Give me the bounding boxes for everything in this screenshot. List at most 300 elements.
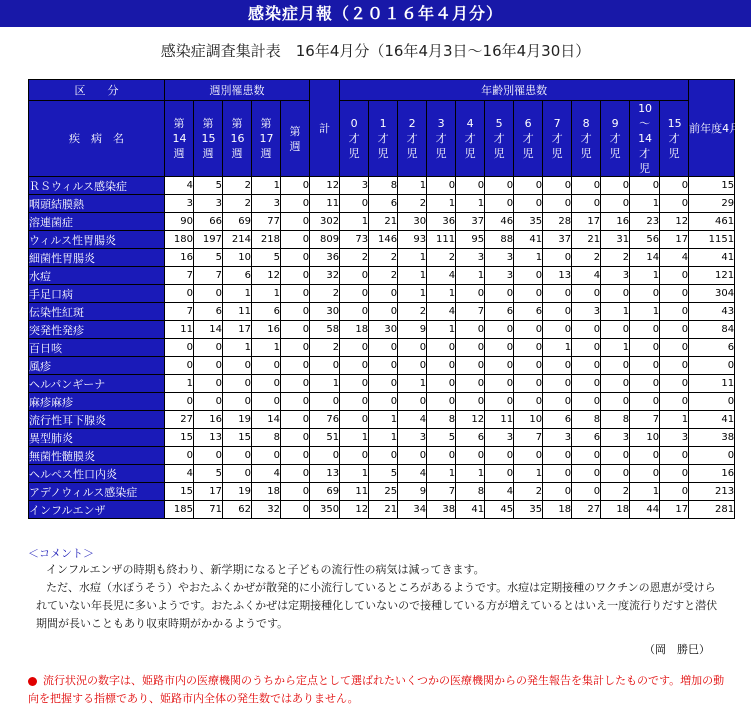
weekly-count-cell: 1 bbox=[252, 177, 281, 195]
weekly-count-cell: 0 bbox=[281, 249, 310, 267]
weekly-count-cell: 185 bbox=[165, 501, 194, 519]
header-age-group: 0才児 bbox=[340, 101, 369, 177]
weekly-count-cell: 14 bbox=[194, 321, 223, 339]
age-count-cell: 0 bbox=[572, 465, 601, 483]
weekly-count-cell: 0 bbox=[281, 465, 310, 483]
age-count-cell: 0 bbox=[369, 375, 398, 393]
age-count-cell: 12 bbox=[456, 411, 485, 429]
age-count-cell: 11 bbox=[340, 483, 369, 501]
age-count-cell: 3 bbox=[485, 267, 514, 285]
age-count-cell: 0 bbox=[427, 393, 456, 411]
age-count-cell: 25 bbox=[369, 483, 398, 501]
weekly-count-cell: 62 bbox=[223, 501, 252, 519]
report-subtitle: 感染症調査集計表 16年4月分（16年4月3日～16年4月30日） bbox=[160, 42, 591, 60]
weekly-count-cell: 0 bbox=[165, 339, 194, 357]
age-count-cell: 17 bbox=[660, 231, 689, 249]
age-count-cell: 4 bbox=[572, 267, 601, 285]
age-count-cell: 5 bbox=[427, 429, 456, 447]
weekly-count-cell: 0 bbox=[281, 285, 310, 303]
age-count-cell: 2 bbox=[601, 483, 630, 501]
age-count-cell: 8 bbox=[369, 177, 398, 195]
age-count-cell: 0 bbox=[340, 411, 369, 429]
age-count-cell: 0 bbox=[630, 357, 660, 375]
age-count-cell: 0 bbox=[630, 393, 660, 411]
age-count-cell: 35 bbox=[514, 501, 543, 519]
weekly-count-cell: 0 bbox=[165, 357, 194, 375]
age-count-cell: 1 bbox=[630, 303, 660, 321]
disease-name: ＲＳウィルス感染症 bbox=[29, 177, 165, 195]
age-count-cell: 0 bbox=[485, 465, 514, 483]
weekly-count-cell: 2 bbox=[223, 177, 252, 195]
age-count-cell: 0 bbox=[427, 339, 456, 357]
weekly-count-cell: 17 bbox=[223, 321, 252, 339]
prev-year-cell: 281 bbox=[689, 501, 735, 519]
age-count-cell: 3 bbox=[485, 249, 514, 267]
total-cell: 0 bbox=[310, 393, 340, 411]
age-count-cell: 1 bbox=[340, 465, 369, 483]
report-banner: 感染症月報（２０１６年４月分） bbox=[0, 0, 751, 27]
prev-year-cell: 41 bbox=[689, 249, 735, 267]
age-count-cell: 0 bbox=[514, 357, 543, 375]
age-count-cell: 0 bbox=[630, 339, 660, 357]
disease-name: 細菌性胃腸炎 bbox=[29, 249, 165, 267]
age-count-cell: 3 bbox=[340, 177, 369, 195]
disease-name: 水痘 bbox=[29, 267, 165, 285]
age-count-cell: 10 bbox=[630, 429, 660, 447]
age-count-cell: 1 bbox=[456, 195, 485, 213]
weekly-count-cell: 0 bbox=[223, 447, 252, 465]
age-count-cell: 0 bbox=[601, 195, 630, 213]
table-row bbox=[29, 303, 735, 321]
table-row bbox=[29, 249, 735, 267]
age-count-cell: 13 bbox=[543, 267, 572, 285]
age-count-cell: 0 bbox=[630, 375, 660, 393]
age-count-cell: 0 bbox=[514, 267, 543, 285]
header-age-group: 4才児 bbox=[456, 101, 485, 177]
age-count-cell: 1 bbox=[514, 465, 543, 483]
weekly-count-cell: 0 bbox=[194, 393, 223, 411]
header-week: 第14週 bbox=[165, 101, 194, 177]
age-count-cell: 0 bbox=[601, 285, 630, 303]
weekly-count-cell: 1 bbox=[252, 339, 281, 357]
age-count-cell: 0 bbox=[660, 483, 689, 501]
total-cell: 13 bbox=[310, 465, 340, 483]
age-count-cell: 3 bbox=[398, 429, 427, 447]
age-count-cell: 0 bbox=[630, 447, 660, 465]
age-count-cell: 0 bbox=[572, 447, 601, 465]
age-count-cell: 23 bbox=[630, 213, 660, 231]
total-cell: 76 bbox=[310, 411, 340, 429]
header-age-group: 1才児 bbox=[369, 101, 398, 177]
age-count-cell: 1 bbox=[456, 465, 485, 483]
disease-name: ヘルパンギーナ bbox=[29, 375, 165, 393]
header-age-group: 10～14才児 bbox=[630, 101, 660, 177]
age-count-cell: 0 bbox=[660, 285, 689, 303]
age-count-cell: 0 bbox=[456, 357, 485, 375]
age-count-cell: 41 bbox=[514, 231, 543, 249]
table-row bbox=[29, 411, 735, 429]
total-cell: 58 bbox=[310, 321, 340, 339]
weekly-count-cell: 0 bbox=[281, 213, 310, 231]
weekly-count-cell: 32 bbox=[252, 501, 281, 519]
age-count-cell: 8 bbox=[572, 411, 601, 429]
weekly-count-cell: 0 bbox=[281, 447, 310, 465]
age-count-cell: 0 bbox=[485, 177, 514, 195]
table-row bbox=[29, 195, 735, 213]
age-count-cell: 0 bbox=[543, 465, 572, 483]
age-count-cell: 12 bbox=[340, 501, 369, 519]
age-count-cell: 0 bbox=[543, 177, 572, 195]
weekly-count-cell: 1 bbox=[165, 375, 194, 393]
comment-heading: ＜コメント＞ bbox=[28, 547, 94, 560]
age-count-cell: 0 bbox=[660, 195, 689, 213]
age-count-cell: 0 bbox=[369, 339, 398, 357]
age-count-cell: 7 bbox=[630, 411, 660, 429]
weekly-count-cell: 0 bbox=[281, 231, 310, 249]
total-cell: 69 bbox=[310, 483, 340, 501]
age-count-cell: 3 bbox=[660, 429, 689, 447]
age-count-cell: 73 bbox=[340, 231, 369, 249]
age-count-cell: 0 bbox=[630, 465, 660, 483]
disease-name: アデノウィルス感染症 bbox=[29, 483, 165, 501]
weekly-count-cell: 2 bbox=[223, 195, 252, 213]
weekly-count-cell: 18 bbox=[252, 483, 281, 501]
age-count-cell: 3 bbox=[601, 429, 630, 447]
age-count-cell: 11 bbox=[485, 411, 514, 429]
weekly-count-cell: 214 bbox=[223, 231, 252, 249]
age-count-cell: 0 bbox=[514, 195, 543, 213]
weekly-count-cell: 0 bbox=[281, 375, 310, 393]
age-count-cell: 0 bbox=[543, 357, 572, 375]
total-cell: 2 bbox=[310, 339, 340, 357]
disease-name: インフルエンザ bbox=[29, 501, 165, 519]
weekly-count-cell: 3 bbox=[194, 195, 223, 213]
age-count-cell: 0 bbox=[601, 177, 630, 195]
age-count-cell: 0 bbox=[543, 249, 572, 267]
total-cell: 11 bbox=[310, 195, 340, 213]
age-count-cell: 0 bbox=[427, 177, 456, 195]
age-count-cell: 0 bbox=[660, 357, 689, 375]
age-count-cell: 1 bbox=[601, 303, 630, 321]
weekly-count-cell: 0 bbox=[194, 339, 223, 357]
prev-year-cell: 29 bbox=[689, 195, 735, 213]
age-count-cell: 3 bbox=[456, 249, 485, 267]
weekly-count-cell: 6 bbox=[223, 267, 252, 285]
age-count-cell: 1 bbox=[398, 177, 427, 195]
weekly-count-cell: 11 bbox=[223, 303, 252, 321]
age-count-cell: 0 bbox=[543, 195, 572, 213]
age-count-cell: 1 bbox=[398, 375, 427, 393]
age-count-cell: 0 bbox=[660, 177, 689, 195]
weekly-count-cell: 11 bbox=[165, 321, 194, 339]
age-count-cell: 1 bbox=[514, 249, 543, 267]
weekly-count-cell: 3 bbox=[252, 195, 281, 213]
age-count-cell: 2 bbox=[398, 195, 427, 213]
weekly-count-cell: 0 bbox=[223, 357, 252, 375]
age-count-cell: 12 bbox=[660, 213, 689, 231]
age-count-cell: 0 bbox=[456, 339, 485, 357]
age-count-cell: 21 bbox=[369, 213, 398, 231]
weekly-count-cell: 16 bbox=[165, 249, 194, 267]
header-age-group: 7才児 bbox=[543, 101, 572, 177]
age-count-cell: 0 bbox=[369, 285, 398, 303]
weekly-count-cell: 0 bbox=[281, 483, 310, 501]
weekly-count-cell: 0 bbox=[252, 375, 281, 393]
footnote-text: 流行状況の数字は、姫路市内の医療機関のうちから定点として選ばれたいくつかの医療機関からの発生報告を集計したものです。増加の動向を把握する指標であり、姫路市内全体の発生数ではありません。 bbox=[28, 674, 725, 705]
comment-paragraph: ただ、水痘（水ぼうそう）やおたふくかぜが散発的に小流行しているところがあるようです。水痘は定期接種のワクチンの恩恵が受けられていない年長児に多いようです。おたふくかぜは定期接種化していないので接種している方が増えているとはいえ一度流行りだすと潜伏期間が長いこともあり収束時期がかかるようです。 bbox=[36, 581, 718, 630]
prev-year-cell: 1151 bbox=[689, 231, 735, 249]
weekly-count-cell: 4 bbox=[165, 177, 194, 195]
comment-body bbox=[36, 561, 726, 633]
prev-year-cell: 304 bbox=[689, 285, 735, 303]
disease-name: 伝染性紅斑 bbox=[29, 303, 165, 321]
disease-name: 流行性耳下腺炎 bbox=[29, 411, 165, 429]
age-count-cell: 0 bbox=[340, 339, 369, 357]
age-count-cell: 30 bbox=[398, 213, 427, 231]
weekly-count-cell: 10 bbox=[223, 249, 252, 267]
age-count-cell: 2 bbox=[369, 249, 398, 267]
age-count-cell: 0 bbox=[543, 303, 572, 321]
age-count-cell: 1 bbox=[601, 339, 630, 357]
disease-name: 百日咳 bbox=[29, 339, 165, 357]
footnote bbox=[28, 672, 728, 708]
header-week: 第16週 bbox=[223, 101, 252, 177]
age-count-cell: 37 bbox=[456, 213, 485, 231]
age-count-cell: 0 bbox=[514, 447, 543, 465]
bullet-icon bbox=[28, 677, 37, 686]
age-count-cell: 35 bbox=[514, 213, 543, 231]
weekly-count-cell: 0 bbox=[165, 393, 194, 411]
header-age-group: 15才児 bbox=[660, 101, 689, 177]
total-cell: 1 bbox=[310, 375, 340, 393]
table-row bbox=[29, 393, 735, 411]
header-age-group: 6才児 bbox=[514, 101, 543, 177]
weekly-count-cell: 0 bbox=[281, 195, 310, 213]
age-count-cell: 17 bbox=[572, 213, 601, 231]
total-cell: 2 bbox=[310, 285, 340, 303]
prev-year-cell: 0 bbox=[689, 393, 735, 411]
weekly-count-cell: 0 bbox=[223, 465, 252, 483]
weekly-count-cell: 0 bbox=[281, 501, 310, 519]
header-week: 第週 bbox=[281, 101, 310, 177]
age-count-cell: 6 bbox=[369, 195, 398, 213]
age-count-cell: 0 bbox=[456, 447, 485, 465]
header-age-group: 2才児 bbox=[398, 101, 427, 177]
prev-year-cell: 15 bbox=[689, 177, 735, 195]
age-count-cell: 18 bbox=[601, 501, 630, 519]
table-row bbox=[29, 285, 735, 303]
weekly-count-cell: 14 bbox=[252, 411, 281, 429]
age-count-cell: 2 bbox=[398, 303, 427, 321]
age-count-cell: 0 bbox=[660, 303, 689, 321]
age-count-cell: 0 bbox=[340, 375, 369, 393]
weekly-count-cell: 4 bbox=[252, 465, 281, 483]
age-count-cell: 0 bbox=[456, 393, 485, 411]
age-count-cell: 0 bbox=[369, 303, 398, 321]
age-count-cell: 4 bbox=[485, 483, 514, 501]
weekly-count-cell: 8 bbox=[252, 429, 281, 447]
weekly-count-cell: 6 bbox=[252, 303, 281, 321]
table-row bbox=[29, 177, 735, 195]
disease-name: ヘルペス性口内炎 bbox=[29, 465, 165, 483]
comment-author: （岡 勝巳） bbox=[644, 643, 710, 656]
age-count-cell: 0 bbox=[514, 375, 543, 393]
age-count-cell: 9 bbox=[398, 321, 427, 339]
age-count-cell: 31 bbox=[601, 231, 630, 249]
age-count-cell: 45 bbox=[485, 501, 514, 519]
weekly-count-cell: 0 bbox=[281, 267, 310, 285]
age-count-cell: 0 bbox=[398, 447, 427, 465]
age-count-cell: 21 bbox=[369, 501, 398, 519]
weekly-count-cell: 0 bbox=[281, 303, 310, 321]
weekly-count-cell: 5 bbox=[194, 177, 223, 195]
total-cell: 350 bbox=[310, 501, 340, 519]
age-count-cell: 146 bbox=[369, 231, 398, 249]
disease-name: ウィルス性胃腸炎 bbox=[29, 231, 165, 249]
prev-year-cell: 84 bbox=[689, 321, 735, 339]
age-count-cell: 0 bbox=[456, 375, 485, 393]
age-count-cell: 27 bbox=[572, 501, 601, 519]
age-count-cell: 0 bbox=[572, 177, 601, 195]
age-count-cell: 0 bbox=[630, 285, 660, 303]
weekly-count-cell: 5 bbox=[194, 465, 223, 483]
age-count-cell: 0 bbox=[543, 447, 572, 465]
weekly-count-cell: 12 bbox=[252, 267, 281, 285]
age-count-cell: 0 bbox=[601, 321, 630, 339]
age-count-cell: 4 bbox=[427, 267, 456, 285]
age-count-cell: 93 bbox=[398, 231, 427, 249]
age-count-cell: 18 bbox=[340, 321, 369, 339]
age-count-cell: 1 bbox=[427, 195, 456, 213]
weekly-count-cell: 16 bbox=[194, 411, 223, 429]
age-count-cell: 2 bbox=[427, 249, 456, 267]
weekly-count-cell: 7 bbox=[165, 303, 194, 321]
age-count-cell: 0 bbox=[572, 321, 601, 339]
weekly-count-cell: 4 bbox=[165, 465, 194, 483]
weekly-count-cell: 180 bbox=[165, 231, 194, 249]
disease-name: 風疹 bbox=[29, 357, 165, 375]
age-count-cell: 0 bbox=[660, 321, 689, 339]
header-age: 年齢別罹患数 bbox=[340, 80, 689, 101]
age-count-cell: 36 bbox=[427, 213, 456, 231]
age-count-cell: 0 bbox=[572, 195, 601, 213]
header-total: 計 bbox=[310, 80, 340, 177]
total-cell: 32 bbox=[310, 267, 340, 285]
age-count-cell: 0 bbox=[456, 285, 485, 303]
prev-year-cell: 16 bbox=[689, 465, 735, 483]
age-count-cell: 1 bbox=[340, 213, 369, 231]
age-count-cell: 0 bbox=[543, 483, 572, 501]
age-count-cell: 3 bbox=[601, 267, 630, 285]
disease-name: 無菌性髄膜炎 bbox=[29, 447, 165, 465]
age-count-cell: 34 bbox=[398, 501, 427, 519]
weekly-count-cell: 27 bbox=[165, 411, 194, 429]
weekly-count-cell: 15 bbox=[223, 429, 252, 447]
weekly-count-cell: 66 bbox=[194, 213, 223, 231]
header-week: 第17週 bbox=[252, 101, 281, 177]
age-count-cell: 6 bbox=[456, 429, 485, 447]
age-count-cell: 6 bbox=[514, 303, 543, 321]
weekly-count-cell: 0 bbox=[252, 393, 281, 411]
weekly-count-cell: 1 bbox=[223, 285, 252, 303]
comment-paragraph: インフルエンザの時期も終わり、新学期になると子どもの流行性の病気は減ってきます。 bbox=[46, 563, 485, 576]
age-count-cell: 0 bbox=[601, 375, 630, 393]
header-weekly: 週別罹患数 bbox=[165, 80, 310, 101]
age-count-cell: 8 bbox=[456, 483, 485, 501]
prev-year-cell: 6 bbox=[689, 339, 735, 357]
weekly-count-cell: 69 bbox=[223, 213, 252, 231]
table-row bbox=[29, 375, 735, 393]
weekly-count-cell: 17 bbox=[194, 483, 223, 501]
age-count-cell: 8 bbox=[427, 411, 456, 429]
header-age-group: 5才児 bbox=[485, 101, 514, 177]
age-count-cell: 16 bbox=[601, 213, 630, 231]
weekly-count-cell: 0 bbox=[165, 285, 194, 303]
age-count-cell: 0 bbox=[630, 321, 660, 339]
age-count-cell: 38 bbox=[427, 501, 456, 519]
prev-year-cell: 461 bbox=[689, 213, 735, 231]
age-count-cell: 0 bbox=[572, 285, 601, 303]
age-count-cell: 0 bbox=[514, 177, 543, 195]
age-count-cell: 0 bbox=[427, 375, 456, 393]
age-count-cell: 0 bbox=[514, 393, 543, 411]
age-count-cell: 0 bbox=[485, 339, 514, 357]
age-count-cell: 1 bbox=[427, 321, 456, 339]
disease-name: 溶連菌症 bbox=[29, 213, 165, 231]
age-count-cell: 0 bbox=[660, 393, 689, 411]
age-count-cell: 0 bbox=[543, 375, 572, 393]
age-count-cell: 1 bbox=[398, 285, 427, 303]
age-count-cell: 0 bbox=[485, 357, 514, 375]
age-count-cell: 6 bbox=[543, 411, 572, 429]
age-count-cell: 5 bbox=[369, 465, 398, 483]
header-age-group: 9才児 bbox=[601, 101, 630, 177]
age-count-cell: 0 bbox=[369, 447, 398, 465]
weekly-count-cell: 7 bbox=[165, 267, 194, 285]
header-week: 第15週 bbox=[194, 101, 223, 177]
age-count-cell: 46 bbox=[485, 213, 514, 231]
weekly-count-cell: 19 bbox=[223, 483, 252, 501]
age-count-cell: 1 bbox=[398, 249, 427, 267]
age-count-cell: 0 bbox=[340, 447, 369, 465]
age-count-cell: 4 bbox=[398, 465, 427, 483]
disease-name: 咽頭結膜熱 bbox=[29, 195, 165, 213]
header-age-group: 3才児 bbox=[427, 101, 456, 177]
age-count-cell: 0 bbox=[456, 177, 485, 195]
weekly-count-cell: 0 bbox=[281, 357, 310, 375]
prev-year-cell: 121 bbox=[689, 267, 735, 285]
age-count-cell: 1 bbox=[630, 267, 660, 285]
age-count-cell: 0 bbox=[398, 357, 427, 375]
weekly-count-cell: 15 bbox=[165, 483, 194, 501]
age-count-cell: 2 bbox=[340, 249, 369, 267]
age-count-cell: 3 bbox=[572, 303, 601, 321]
age-count-cell: 0 bbox=[398, 393, 427, 411]
weekly-count-cell: 0 bbox=[223, 393, 252, 411]
weekly-count-cell: 5 bbox=[194, 249, 223, 267]
header-disease: 疾 病 名 bbox=[29, 101, 165, 177]
age-count-cell: 0 bbox=[572, 339, 601, 357]
age-count-cell: 4 bbox=[427, 303, 456, 321]
weekly-count-cell: 3 bbox=[165, 195, 194, 213]
prev-year-cell: 0 bbox=[689, 357, 735, 375]
age-count-cell: 0 bbox=[660, 375, 689, 393]
weekly-count-cell: 5 bbox=[252, 249, 281, 267]
age-count-cell: 7 bbox=[514, 429, 543, 447]
weekly-count-cell: 0 bbox=[194, 357, 223, 375]
header-category: 区 分 bbox=[29, 80, 165, 101]
weekly-count-cell: 90 bbox=[165, 213, 194, 231]
